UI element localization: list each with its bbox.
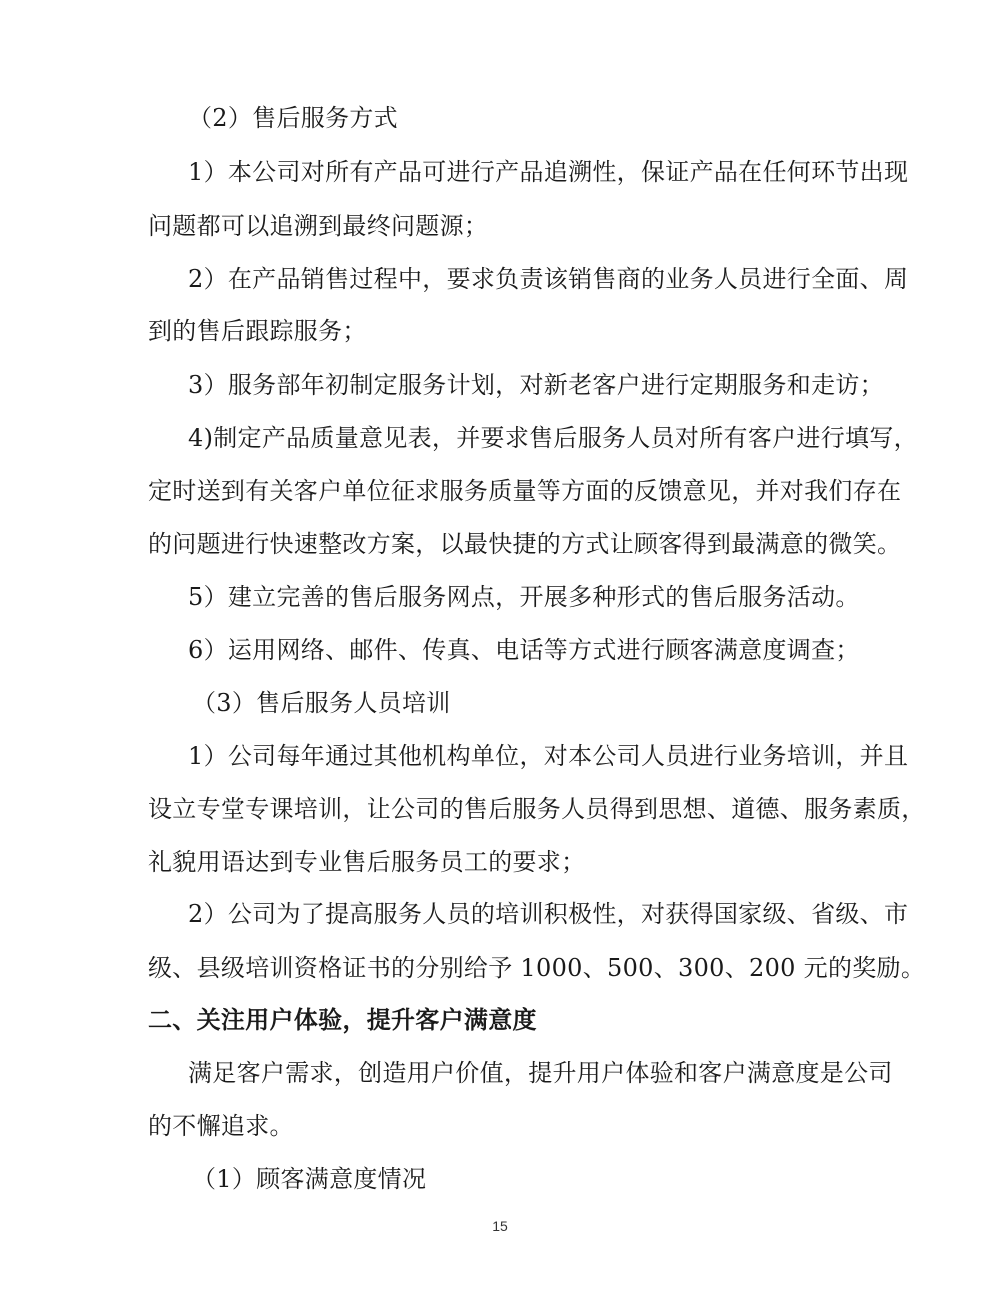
paragraph-line: 设立专堂专课培训，让公司的售后服务人员得到思想、道德、服务素质， <box>148 795 926 823</box>
paragraph-line: 5）建立完善的售后服务网点，开展多种形式的售后服务活动。 <box>188 583 860 611</box>
paragraph-line: 礼貌用语达到专业售后服务员工的要求； <box>148 848 586 876</box>
paragraph-line: 到的售后跟踪服务； <box>148 317 367 345</box>
paragraph-line: 定时送到有关客户单位征求服务质量等方面的反馈意见，并对我们存在 <box>148 477 902 505</box>
paragraph-line: 1）公司每年通过其他机构单位，对本公司人员进行业务培训，并且 <box>188 742 909 770</box>
paragraph-line: 问题都可以追溯到最终问题源； <box>148 212 489 240</box>
paragraph-line: 的问题进行快速整改方案，以最快捷的方式让顾客得到最满意的微笑。 <box>148 530 902 558</box>
page-number: 15 <box>492 1218 508 1234</box>
paragraph-line: 级、县级培训资格证书的分别给予 1000、500、300、200 元的奖励。 <box>148 954 926 982</box>
paragraph-line: 的不懈追求。 <box>148 1112 294 1140</box>
subheading-satisfaction: （1）顾客满意度情况 <box>192 1165 427 1193</box>
paragraph-line: 2）在产品销售过程中，要求负责该销售商的业务人员进行全面、周 <box>188 265 909 293</box>
subheading-after-sales-method: （2）售后服务方式 <box>188 104 398 132</box>
paragraph-line: 4)制定产品质量意见表，并要求售后服务人员对所有客户进行填写， <box>188 424 918 452</box>
subheading-staff-training: （3）售后服务人员培训 <box>192 689 451 717</box>
paragraph-line: 3）服务部年初制定服务计划，对新老客户进行定期服务和走访； <box>188 371 884 399</box>
section-heading: 二、关注用户体验，提升客户满意度 <box>148 1006 537 1034</box>
paragraph-line: 1）本公司对所有产品可进行产品追溯性，保证产品在任何环节出现 <box>188 158 909 186</box>
paragraph-line: 6）运用网络、邮件、传真、电话等方式进行顾客满意度调查； <box>188 636 860 664</box>
paragraph-line: 满足客户需求，创造用户价值，提升用户体验和客户满意度是公司 <box>188 1059 893 1087</box>
paragraph-line: 2）公司为了提高服务人员的培训积极性，对获得国家级、省级、市 <box>188 900 909 928</box>
